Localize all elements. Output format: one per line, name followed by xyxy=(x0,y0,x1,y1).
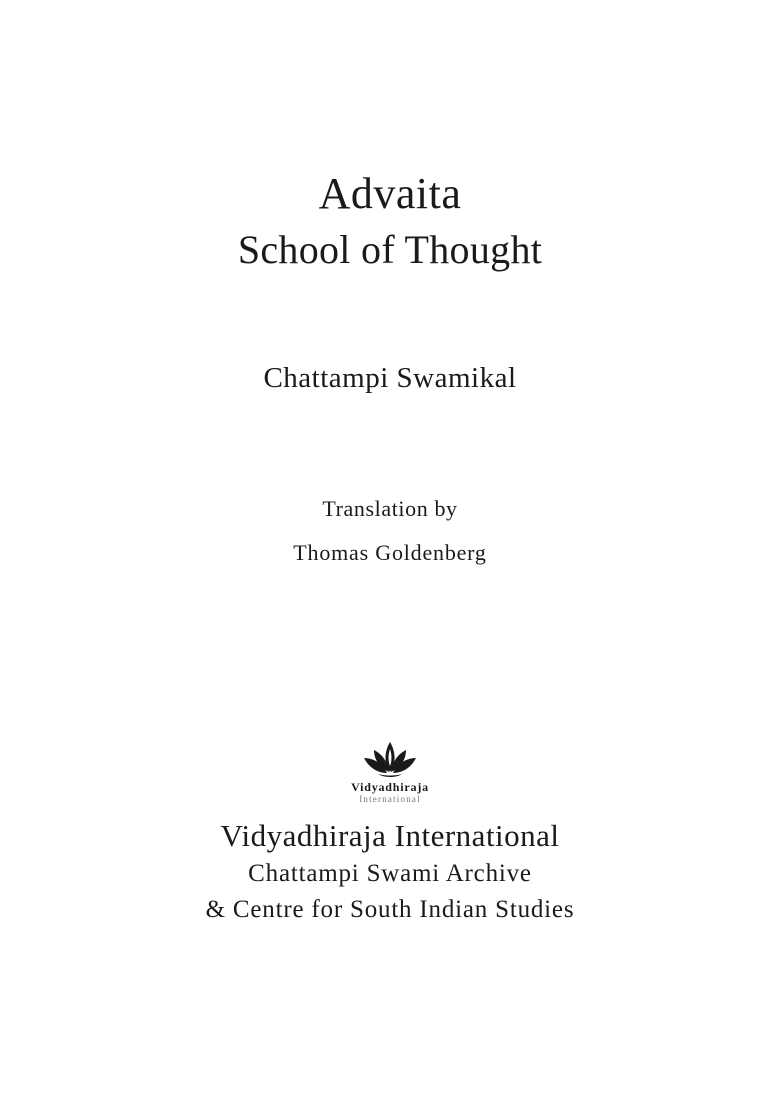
logo-name: Vidyadhiraja xyxy=(351,780,429,794)
publisher-archive: Chattampi Swami Archive xyxy=(248,860,532,887)
translation-label: Translation by xyxy=(322,496,458,521)
publisher-logo xyxy=(340,740,440,810)
author-name: Chattampi Swamikal xyxy=(263,362,517,394)
book-title: Advaita xyxy=(318,169,462,218)
publisher-centre: & Centre for South Indian Studies xyxy=(205,896,575,923)
logo-subtitle: International xyxy=(359,794,421,804)
book-subtitle: School of Thought xyxy=(237,227,543,272)
publisher-name: Vidyadhiraja International xyxy=(220,818,560,853)
translator-name: Thomas Goldenberg xyxy=(293,540,487,565)
lotus-icon xyxy=(340,740,440,780)
